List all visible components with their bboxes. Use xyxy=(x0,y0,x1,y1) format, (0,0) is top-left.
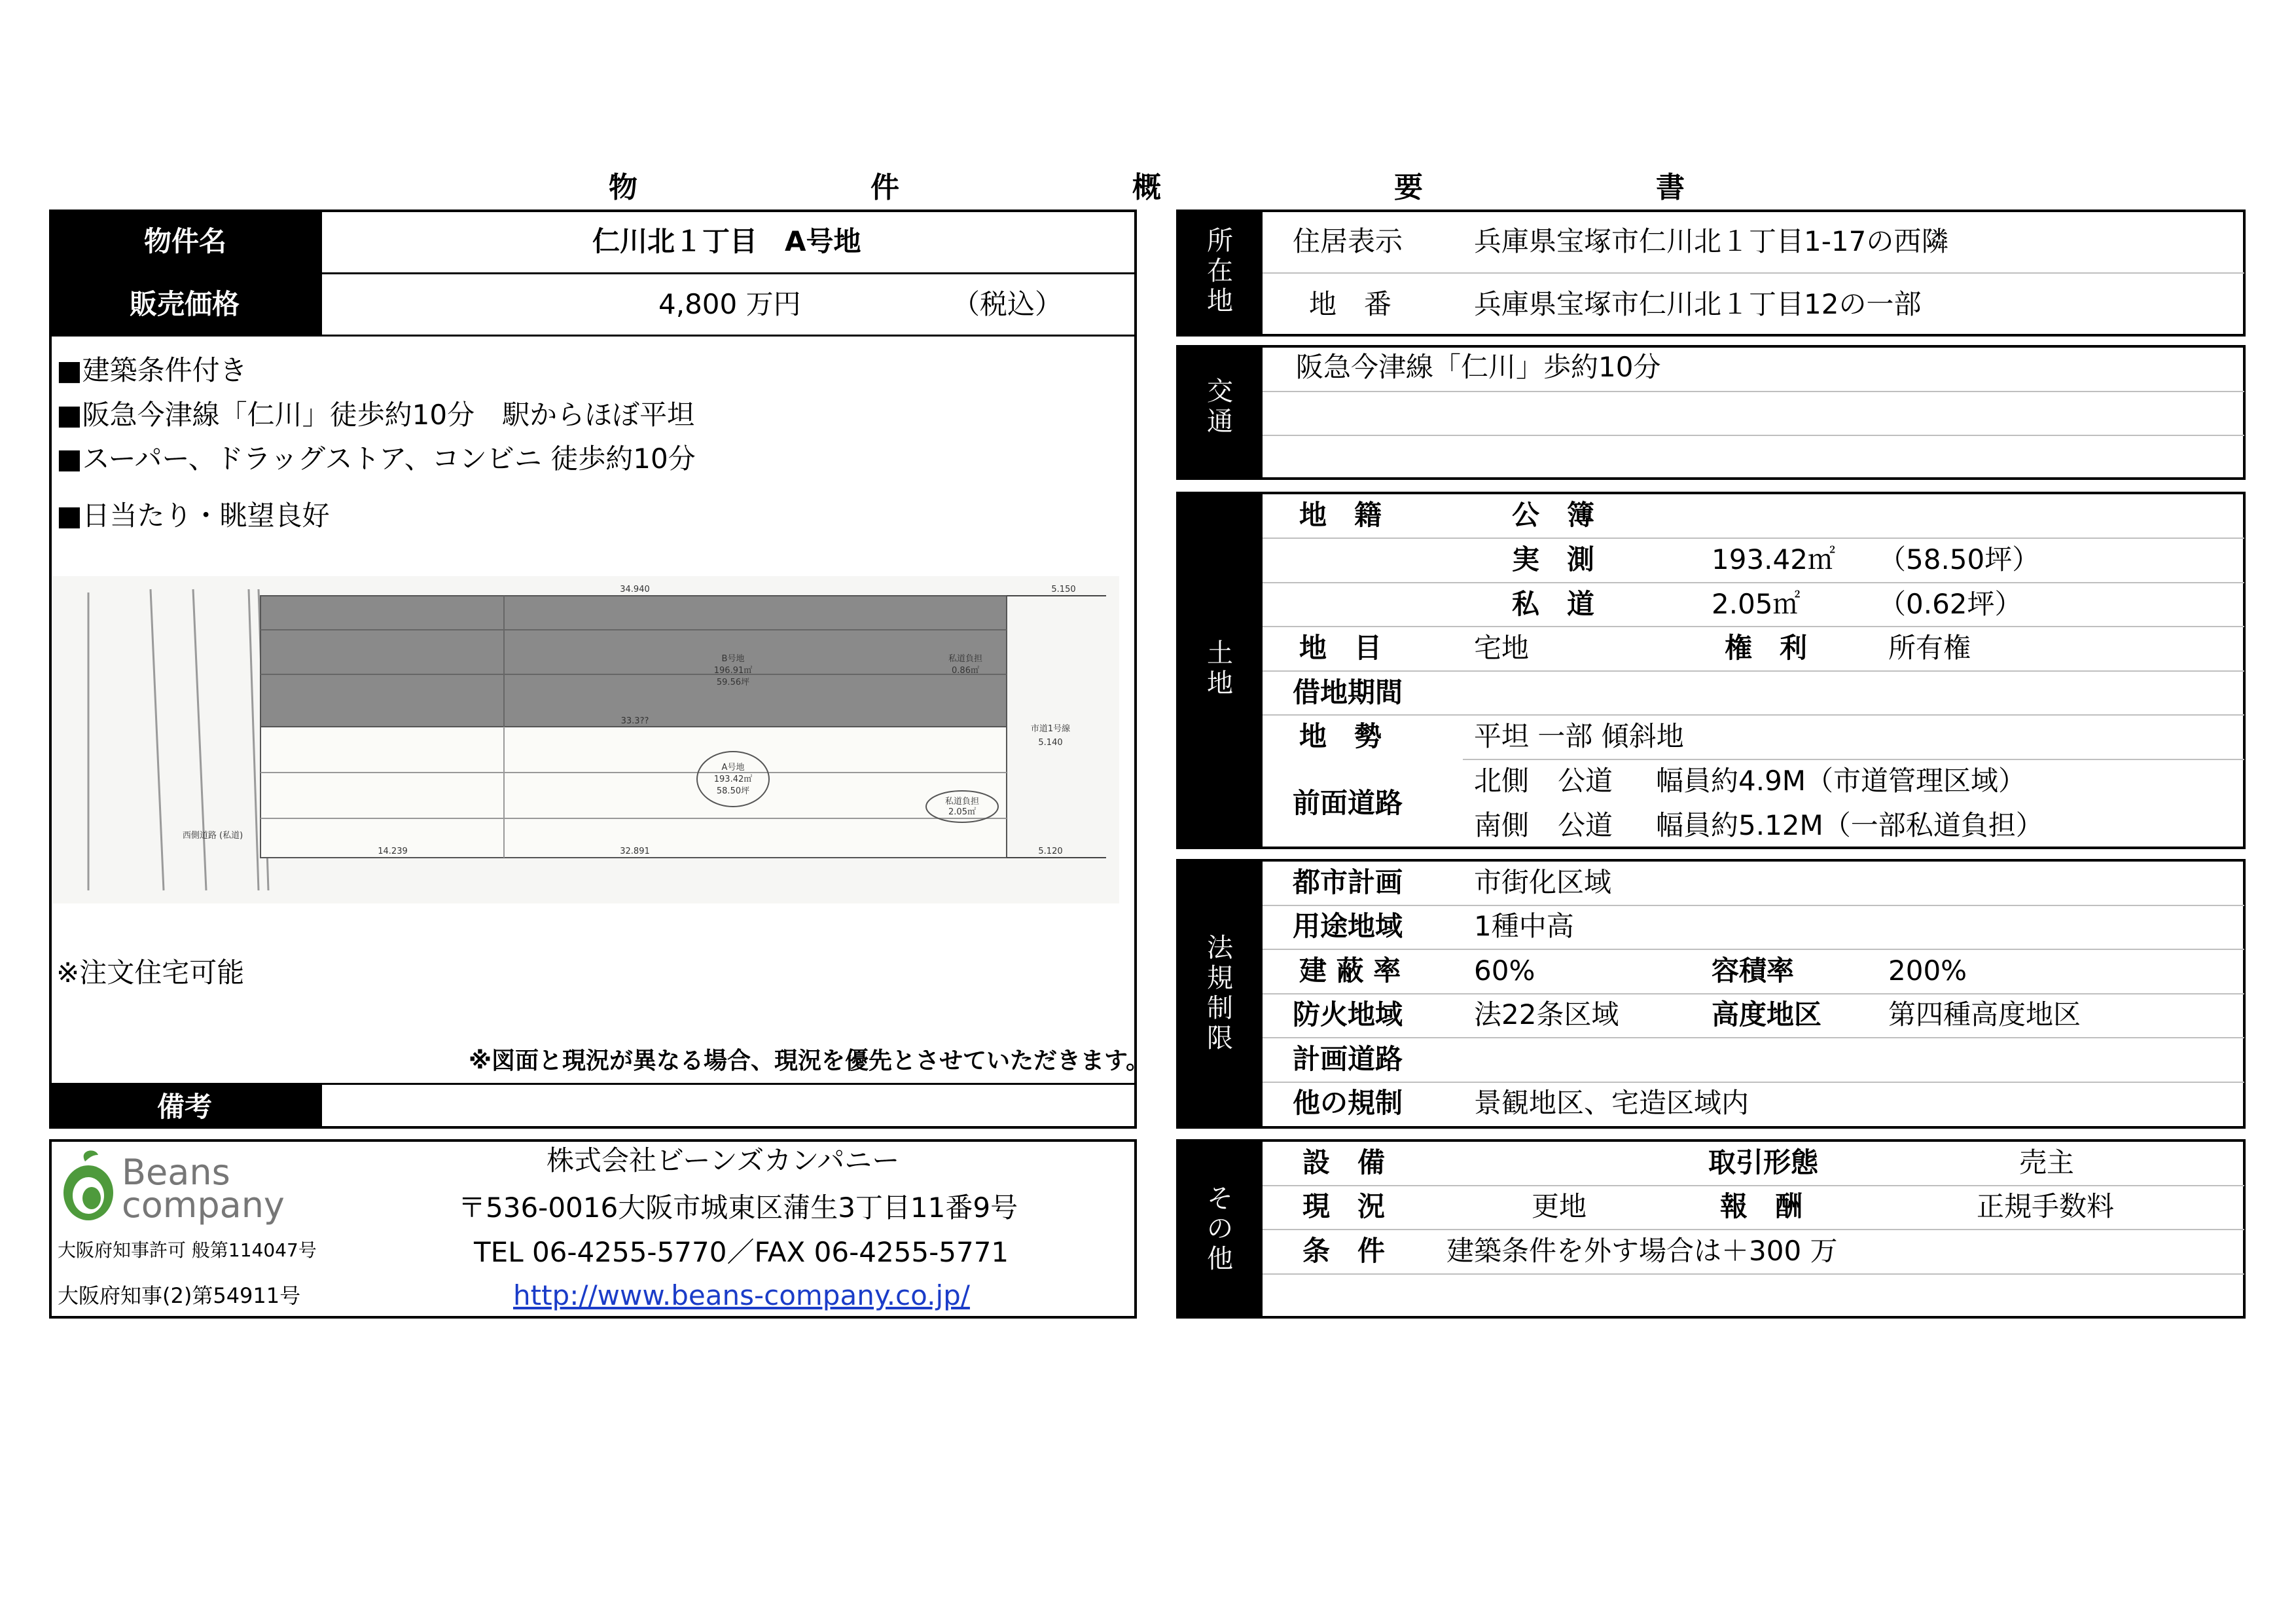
lot-a-private-road: 2.05㎡ xyxy=(948,807,976,817)
yoseki-value: 200% xyxy=(1888,955,1967,987)
keikaku-label: 計画道路 xyxy=(1293,1043,1403,1075)
kodo-value: 第四種高度地区 xyxy=(1888,998,2081,1030)
company-license-2: 大阪府知事(2)第54911号 xyxy=(58,1283,301,1308)
road-label: 前面道路 xyxy=(1293,787,1403,819)
joken-label: 条 件 xyxy=(1302,1235,1386,1267)
dim-bottom-left: 14.239 xyxy=(378,847,408,856)
bouka-label: 防火地域 xyxy=(1293,998,1403,1030)
company-name: 株式会社ビーンズカンパニー xyxy=(547,1144,900,1176)
transport-line-1: 阪急今津線「仁川」歩約10分 xyxy=(1296,351,1661,383)
hoshu-label: 報 酬 xyxy=(1720,1190,1803,1222)
kobo-label: 公 簿 xyxy=(1512,499,1595,531)
lot-plan-diagram xyxy=(52,576,1119,903)
other-regulation-label: 他の規制 xyxy=(1293,1087,1403,1119)
yoto-value: 1種中高 xyxy=(1474,910,1574,942)
title-char: 件 xyxy=(870,171,899,204)
chiseki-label: 地 籍 xyxy=(1299,499,1382,531)
title-char: 概 xyxy=(1132,171,1161,204)
kenpei-value: 60% xyxy=(1474,955,1535,987)
bean-logo-icon xyxy=(59,1147,118,1222)
property-name-value: 仁川北１丁目 A号地 xyxy=(592,225,861,257)
company-logo xyxy=(59,1147,308,1226)
south-width: 幅員約5.12M（一部私道負担） xyxy=(1656,809,2043,841)
chimoku-label: 地 目 xyxy=(1299,632,1382,664)
shido-tsubo: （0.62坪） xyxy=(1878,588,2022,620)
lot-b-area-m2: 196.91㎡ xyxy=(713,666,753,676)
title-char: 物 xyxy=(609,171,637,204)
dim-right-mid: 5.140 xyxy=(1038,738,1063,748)
jissoku-m2: 193.42㎡ xyxy=(1712,543,1835,575)
lot-a-private-road-label: 私道負担 xyxy=(944,797,980,807)
north-width: 幅員約4.9M（市道管理区域） xyxy=(1656,765,2026,797)
hoshu-value: 正規手数料 xyxy=(1977,1190,2115,1222)
dim-mid: 33.3?? xyxy=(620,716,649,726)
lot-b xyxy=(260,596,1007,727)
transport-section-label: 交通 xyxy=(1207,376,1233,437)
north-side: 北側 xyxy=(1474,765,1530,797)
kodo-label: 高度地区 xyxy=(1712,998,1822,1030)
joken-value: 建築条件を外す場合は＋300 万 xyxy=(1446,1235,1838,1267)
lot-b-private-road: 0.86㎡ xyxy=(952,666,979,676)
jissoku-tsubo: （58.50坪） xyxy=(1878,543,2040,575)
setsubi-label: 設 備 xyxy=(1302,1146,1386,1178)
logo-text-bottom: company xyxy=(122,1184,285,1226)
toshi-value: 市街化区域 xyxy=(1474,866,1612,898)
property-name-label: 物件名 xyxy=(144,225,227,257)
south-type: 公道 xyxy=(1558,809,1613,841)
lot-a-name: A号地 xyxy=(721,763,745,773)
lot-b-area-tsubo: 59.56坪 xyxy=(716,678,750,687)
road-label: 市道1号線 xyxy=(1030,724,1071,734)
feature-2: ■阪急今津線「仁川」徒歩約10分 駅からほぼ平坦 xyxy=(56,399,695,431)
dim-bottom-mid: 32.891 xyxy=(620,847,650,856)
feature-1: ■建築条件付き xyxy=(56,354,247,386)
plan-left-note: 西側道路 (私道) xyxy=(182,831,243,841)
bouka-value: 法22条区域 xyxy=(1474,998,1619,1030)
price-value: 4,800 万円 xyxy=(658,288,801,320)
lot-b-name: B号地 xyxy=(721,654,745,664)
kenpei-label: 建 蔽 率 xyxy=(1299,955,1401,987)
torihiki-value: 売主 xyxy=(2019,1146,2075,1178)
lot-b-private-road-label: 私道負担 xyxy=(948,654,983,664)
chisei-value: 平坦 一部 傾斜地 xyxy=(1474,720,1684,752)
land-section-label: 土地 xyxy=(1207,638,1233,699)
law-section-label: 法規制限 xyxy=(1207,933,1233,1053)
feature-3: ■スーパー、ドラッグストア、コンビニ 徒歩約10分 xyxy=(56,443,696,475)
genkyo-value: 更地 xyxy=(1532,1190,1587,1222)
lot-a-area-m2: 193.42㎡ xyxy=(713,775,753,784)
shido-m2: 2.05㎡ xyxy=(1712,588,1801,620)
shido-label: 私 道 xyxy=(1512,588,1595,620)
kenri-label: 権 利 xyxy=(1725,632,1808,664)
company-url-link[interactable]: http://www.beans-company.co.jp/ xyxy=(513,1279,970,1311)
lot-number-label: 地 番 xyxy=(1309,288,1392,320)
north-type: 公道 xyxy=(1558,765,1613,797)
company-license-1: 大阪府知事許可 般第114047号 xyxy=(58,1239,317,1261)
drawing-disclaimer: ※図面と現況が異なる場合、現況を優先とさせていただきます。 xyxy=(469,1048,1150,1074)
title-char: 要 xyxy=(1394,171,1423,204)
dim-top: 34.940 xyxy=(620,585,650,594)
residence-value: 兵庫県宝塚市仁川北１丁目1-17の西隣 xyxy=(1474,225,1949,257)
title-char: 書 xyxy=(1656,171,1685,204)
dim-top-right: 5.150 xyxy=(1051,585,1076,594)
lot-a-area-tsubo: 58.50坪 xyxy=(716,786,750,796)
toshi-label: 都市計画 xyxy=(1293,866,1403,898)
lot-a xyxy=(260,727,1007,858)
kenri-value: 所有権 xyxy=(1888,632,1971,664)
jissoku-label: 実 測 xyxy=(1512,543,1595,575)
order-house-note: ※注文住宅可能 xyxy=(56,957,245,989)
company-address: 〒536-0016大阪市城東区蒲生3丁目11番9号 xyxy=(458,1192,1018,1224)
other-section-label: その他 xyxy=(1207,1184,1233,1274)
tax-note: （税込） xyxy=(952,288,1063,320)
logo-text-top: Beans xyxy=(122,1152,230,1193)
company-tel-fax: TEL 06-4255-5770／FAX 06-4255-5771 xyxy=(474,1236,1009,1268)
residence-label: 住居表示 xyxy=(1293,225,1403,257)
south-side: 南側 xyxy=(1474,809,1530,841)
price-label: 販売価格 xyxy=(130,288,240,320)
other-regulation-value: 景観地区、宅造区域内 xyxy=(1474,1087,1749,1119)
location-section-label: 所在地 xyxy=(1207,226,1233,316)
chisei-label: 地 勢 xyxy=(1299,720,1382,752)
yoto-label: 用途地域 xyxy=(1293,910,1403,942)
chimoku-value: 宅地 xyxy=(1474,632,1530,664)
dim-bottom-right: 5.120 xyxy=(1038,847,1063,856)
torihiki-label: 取引形態 xyxy=(1708,1146,1819,1178)
lot-number-value: 兵庫県宝塚市仁川北１丁目12の一部 xyxy=(1474,288,1922,320)
shakuchi-label: 借地期間 xyxy=(1293,676,1403,708)
yoseki-label: 容積率 xyxy=(1712,955,1795,987)
feature-4: ■日当たり・眺望良好 xyxy=(56,500,330,532)
remarks-label: 備考 xyxy=(157,1091,213,1123)
genkyo-label: 現 況 xyxy=(1302,1190,1386,1222)
